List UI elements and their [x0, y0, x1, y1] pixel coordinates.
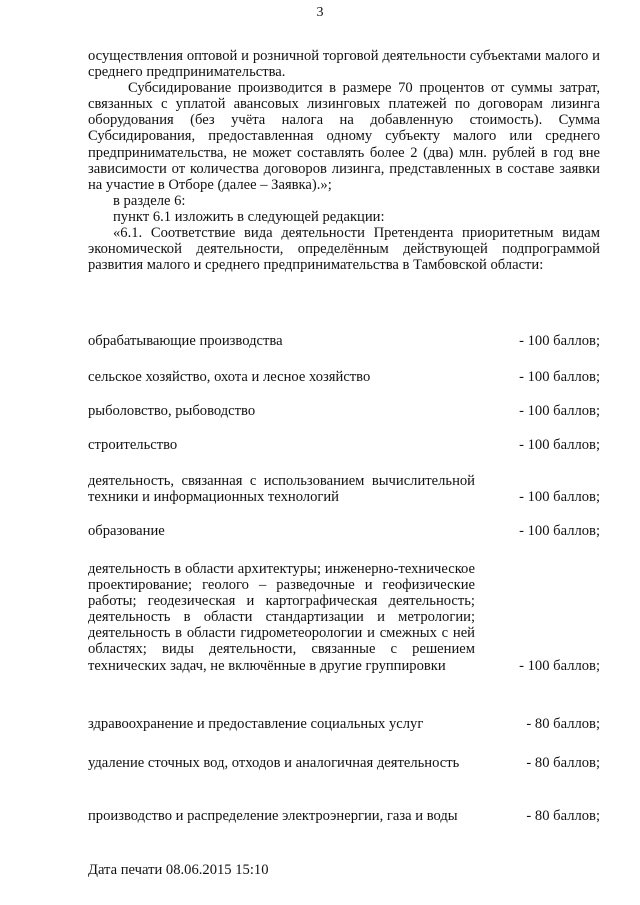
criterion-score: - 80 баллов; — [526, 755, 600, 771]
criterion-score: - 100 баллов; — [519, 333, 600, 349]
paragraph-subsidy: Субсидирование производится в размере 70 процентов от суммы затрат, связанных с уплатой авансовых лизинговых платежей по договорам лизинга оборудования (без учёта налога на добавленную стоимость). Сумма Субсидирования, предоставленная одному субъекту малого или среднего предпринимательства, не может составлять более 2 (два) млн. рублей в год вне зависимости от количества договоров лизинга, представленных в составе заявки на участие в Отборе (далее – Заявка).»; — [88, 80, 600, 193]
criterion-row — [88, 808, 600, 824]
criterion-score: - 80 баллов; — [526, 716, 600, 732]
criterion-name: обрабатывающие производства — [88, 333, 283, 349]
criterion-score: - 100 баллов; — [519, 437, 600, 453]
criterion-row — [88, 403, 600, 419]
criterion-row — [88, 716, 600, 732]
criterion-score: - 100 баллов; — [519, 403, 600, 419]
print-date: Дата печати 08.06.2015 15:10 — [88, 862, 269, 878]
criterion-name: удаление сточных вод, отходов и аналогичная деятельность — [88, 755, 460, 771]
criterion-name: здравоохранение и предоставление социальных услуг — [88, 716, 424, 732]
paragraph-clause-6-1: пункт 6.1 изложить в следующей редакции: — [113, 208, 385, 225]
criterion-row — [88, 755, 600, 771]
criterion-row — [88, 523, 600, 539]
criterion-score: - 100 баллов; — [519, 523, 600, 539]
criterion-name: производство и распределение электроэнергии, газа и воды — [88, 808, 458, 824]
criterion-row — [88, 437, 600, 453]
criterion-name: сельское хозяйство, охота и лесное хозяйство — [88, 369, 371, 385]
criterion-score: - 100 баллов; — [519, 369, 600, 385]
criterion-score: - 100 баллов; — [519, 489, 600, 506]
criterion-score: - 80 баллов; — [526, 808, 600, 824]
intro-section — [88, 48, 600, 273]
page-number: 3 — [316, 5, 324, 20]
criterion-name: деятельность в области архитектуры; инженерно-техническое проектирование; геолого – разведочные и геофизические работы; геодезическая и картографическая деятельность; деятельность в области стандартизации и метрологии; деятельность в области гидрометеорологии и смежных с ней областях; виды деятельности, связанные с решением технических задач, не включённые в другие группировки — [88, 561, 475, 674]
paragraph-trade: осуществления оптовой и розничной торговой деятельности субъектами малого и среднего предпринимательства. — [88, 48, 600, 81]
criterion-score: - 100 баллов; — [519, 657, 600, 674]
criterion-row — [88, 369, 600, 385]
criterion-name: деятельность, связанная с использованием вычислительной техники и информационных технологий — [88, 473, 475, 506]
criterion-name: образование — [88, 523, 165, 539]
criterion-row — [88, 561, 600, 674]
paragraph-6-1-text: «6.1. Соответствие вида деятельности Претендента приоритетным видам экономической деятельности, определённым действующей подпрограммой развития малого и среднего предпринимательства в Тамбовской области: — [88, 225, 600, 274]
criterion-row — [88, 473, 600, 505]
criterion-row — [88, 333, 600, 349]
criterion-name: рыболовство, рыбоводство — [88, 403, 256, 419]
criterion-name: строительство — [88, 437, 178, 453]
paragraph-section-6: в разделе 6: — [113, 192, 186, 209]
